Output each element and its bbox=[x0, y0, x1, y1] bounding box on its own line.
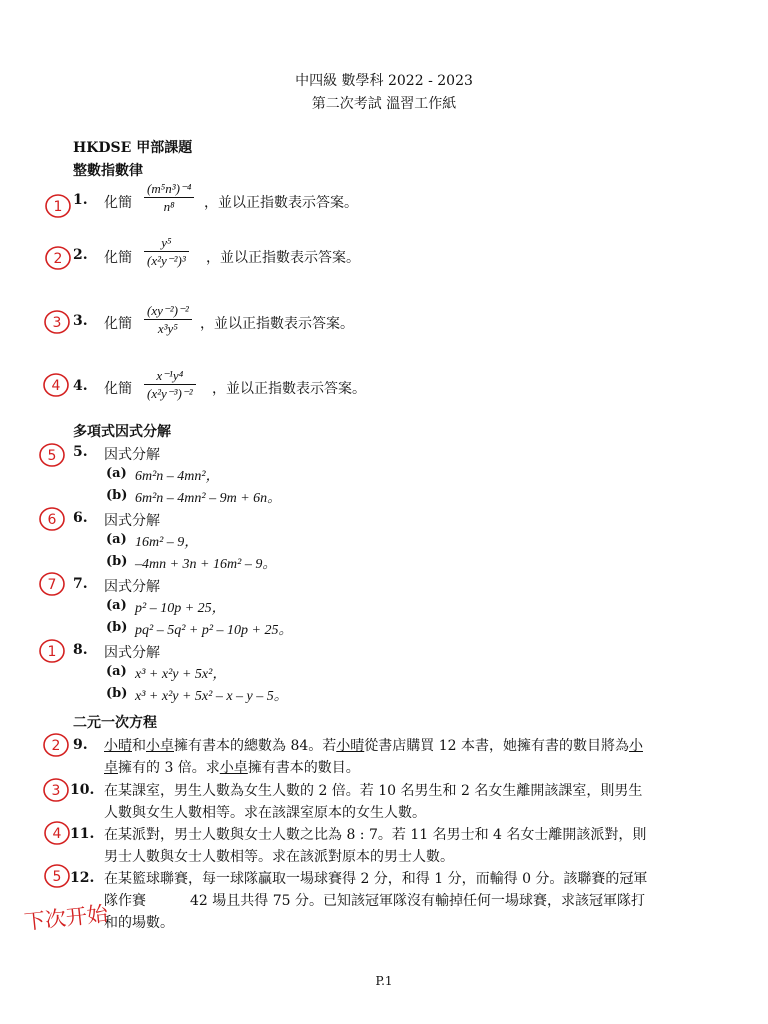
circle-mark bbox=[44, 374, 68, 396]
text-line: 和的場數。 bbox=[104, 915, 174, 931]
worksheet-title: 中四級 數學科 2022 - 2023 bbox=[295, 73, 473, 89]
question-verb: 化簡 bbox=[104, 381, 132, 397]
handwritten-number: 4 bbox=[52, 826, 62, 842]
handwritten-note: 下次开始 bbox=[22, 901, 110, 935]
circle-mark bbox=[40, 573, 64, 595]
handwritten-number: 7 bbox=[47, 577, 57, 593]
text-line: 在某籃球聯賽，每一球隊贏取一場球賽得 2 分，和得 1 分，而輸得 0 分。該聯賽的冠軍 bbox=[104, 871, 648, 887]
part-label: (b) bbox=[106, 554, 128, 569]
circle-mark bbox=[45, 865, 69, 887]
fraction-denominator: x³y⁵ bbox=[157, 321, 178, 336]
handwritten-number: 5 bbox=[52, 869, 62, 885]
handwritten-number: 2 bbox=[51, 738, 61, 754]
circle-mark bbox=[44, 779, 68, 801]
page-number: P.1 bbox=[375, 974, 393, 988]
handwritten-number: 3 bbox=[52, 315, 62, 331]
question-text: 因式分解 bbox=[104, 513, 160, 529]
question-number: 1. bbox=[73, 192, 88, 208]
text-segment: 擁有書本的總數為 84。若 bbox=[174, 738, 337, 754]
section-heading-factorization: 多項式因式分解 bbox=[73, 424, 171, 440]
part-expression: 6m²n – 4mn² – 9m + 6n。 bbox=[135, 491, 282, 506]
question-number: 4. bbox=[73, 378, 88, 394]
question-instruction: ，並以正指數表示答案。 bbox=[212, 381, 366, 397]
text-line: 42 場且共得 75 分。已知該冠軍隊沒有輸掉任何一場球賽，求該冠軍隊打 bbox=[190, 893, 645, 909]
fraction-numerator: (xy⁻²)⁻² bbox=[144, 302, 192, 320]
question-verb: 化簡 bbox=[104, 250, 132, 266]
name-xiaoqing: 小晴 bbox=[336, 738, 365, 754]
part-expression: 6m²n – 4mn²， bbox=[135, 469, 220, 484]
part-expression: x³ + x²y + 5x²， bbox=[135, 667, 227, 682]
part-expression: 16m² – 9， bbox=[135, 535, 199, 550]
question-number: 10. bbox=[70, 782, 95, 798]
text-line: 在某課室，男生人數為女生人數的 2 倍。若 10 名男生和 2 名女生離開該課室，則男生 bbox=[104, 783, 643, 799]
part-label: (b) bbox=[106, 488, 128, 503]
circle-mark bbox=[46, 195, 70, 217]
question-text: 因式分解 bbox=[104, 579, 160, 595]
text-segment: 擁有的 3 倍。求 bbox=[118, 760, 220, 776]
circle-mark bbox=[40, 444, 64, 466]
question-text: 因式分解 bbox=[104, 645, 160, 661]
question-instruction: ，並以正指數表示答案。 bbox=[206, 250, 360, 266]
part-label: (b) bbox=[106, 620, 128, 635]
circle-mark bbox=[46, 247, 70, 269]
question-text bbox=[104, 824, 694, 868]
section-heading-integral-indices: 整數指數律 bbox=[73, 163, 143, 179]
question-instruction: ，並以正指數表示答案。 bbox=[200, 316, 354, 332]
question-text bbox=[104, 868, 694, 934]
part-label: (b) bbox=[106, 686, 128, 701]
name-xiaozhuo: 小卓 bbox=[219, 760, 248, 776]
handwritten-number: 5 bbox=[47, 448, 57, 464]
question-text: 因式分解 bbox=[104, 447, 160, 463]
question-number: 2. bbox=[73, 247, 88, 263]
part-label: (a) bbox=[106, 598, 127, 613]
handwritten-number: 3 bbox=[51, 783, 61, 799]
circle-mark bbox=[45, 311, 69, 333]
text-line: 在某派對，男士人數與女士人數之比為 8 : 7。若 11 名男士和 4 名女士離開該派對，則 bbox=[104, 827, 647, 843]
question-number: 8. bbox=[73, 642, 88, 658]
text-segment: 和 bbox=[132, 738, 146, 754]
circle-mark bbox=[45, 822, 69, 844]
part-label: (a) bbox=[106, 532, 127, 547]
section-heading-simultaneous-equations: 二元一次方程 bbox=[73, 715, 157, 731]
question-verb: 化簡 bbox=[104, 195, 132, 211]
fraction-expression bbox=[144, 302, 192, 337]
part-expression: p² – 10p + 25， bbox=[135, 601, 226, 616]
part-expression: pq² – 5q² + p² – 10p + 25。 bbox=[135, 623, 293, 638]
circle-mark bbox=[40, 508, 64, 530]
fraction-denominator: (x²y⁻²)³ bbox=[147, 253, 186, 268]
fraction-denominator: (x²y⁻³)⁻² bbox=[147, 386, 193, 401]
handwritten-number: 1 bbox=[47, 644, 57, 660]
name-xiaoqing: 小晴 bbox=[104, 738, 132, 754]
question-number: 3. bbox=[73, 313, 88, 329]
handwritten-number: 2 bbox=[53, 251, 63, 267]
part-label: (a) bbox=[106, 664, 127, 679]
circle-mark bbox=[44, 734, 68, 756]
fraction-expression bbox=[144, 180, 194, 215]
question-number: 5. bbox=[73, 444, 88, 460]
text-line: 人數與女生人數相等。求在該課室原本的女生人數。 bbox=[104, 805, 426, 821]
question-number: 11. bbox=[70, 826, 95, 842]
question-number: 9. bbox=[73, 737, 88, 753]
question-number: 6. bbox=[73, 510, 88, 526]
section-heading-hkdse: HKDSE 甲部課題 bbox=[73, 140, 193, 156]
fraction-numerator: y⁵ bbox=[144, 234, 189, 252]
handwritten-number: 6 bbox=[47, 512, 57, 528]
text-segment: 擁有書本的數目。 bbox=[247, 760, 360, 776]
handwritten-number: 1 bbox=[53, 199, 63, 215]
fraction-expression bbox=[144, 367, 196, 402]
name-xiaozhuo-part1: 小 bbox=[628, 738, 643, 754]
handwritten-number: 4 bbox=[51, 378, 61, 394]
text-line: 隊作賽 bbox=[104, 893, 146, 909]
part-label: (a) bbox=[106, 466, 127, 481]
question-text bbox=[104, 780, 694, 824]
part-expression: x³ + x²y + 5x² – x – y – 5。 bbox=[135, 689, 288, 704]
part-expression: –4mn + 3n + 16m² – 9。 bbox=[135, 557, 277, 572]
question-number: 7. bbox=[73, 576, 88, 592]
fraction-numerator: (m⁵n³)⁻⁴ bbox=[144, 180, 194, 198]
question-instruction: ，並以正指數表示答案。 bbox=[204, 195, 358, 211]
text-line: 男士人數與女士人數相等。求在該派對原本的男士人數。 bbox=[104, 849, 454, 865]
question-number: 12. bbox=[70, 870, 95, 886]
name-xiaozhuo-part2: 卓 bbox=[104, 760, 118, 776]
fraction-numerator: x⁻¹y⁴ bbox=[144, 367, 196, 385]
question-text bbox=[104, 735, 694, 779]
fraction-denominator: n⁸ bbox=[163, 199, 175, 214]
question-verb: 化簡 bbox=[104, 316, 132, 332]
fraction-expression bbox=[144, 234, 189, 269]
name-xiaozhuo: 小卓 bbox=[146, 738, 174, 754]
text-segment: 從書店購買 12 本書，她擁有書的數目將為 bbox=[364, 738, 629, 754]
circle-mark bbox=[40, 640, 64, 662]
worksheet-subtitle: 第二次考試 溫習工作紙 bbox=[311, 96, 457, 112]
